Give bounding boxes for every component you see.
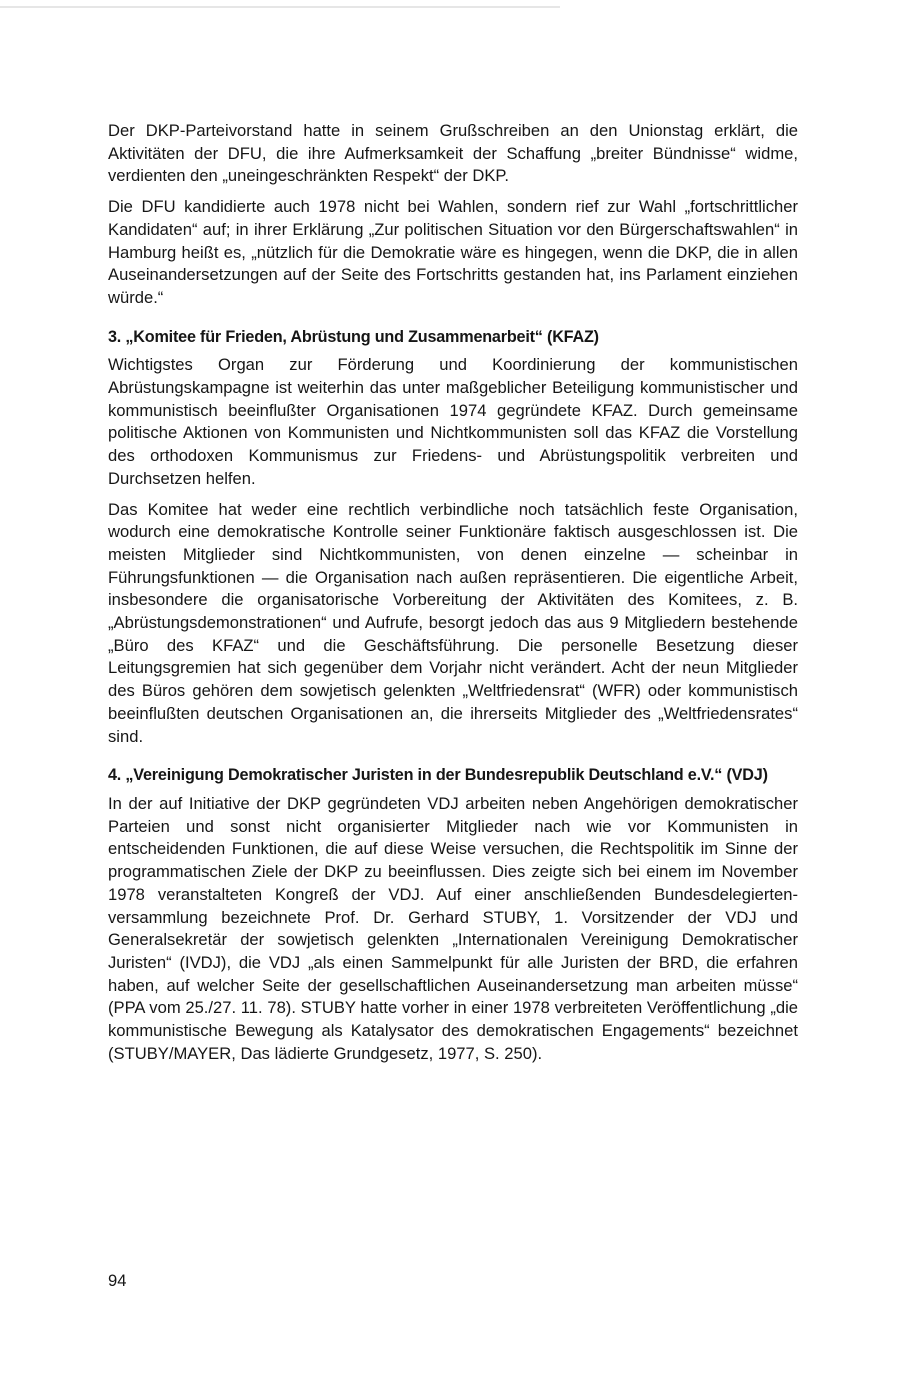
paragraph-vdj: In der auf Initiative der DKP gegründeten VDJ arbeiten neben Angehörigen demokratischer Parteien und sonst nicht organisierter Mitglieder nach wie vor Kommunisten in entscheidenden Funktionen, die auf diese Weise versuchen, die Rechtspolitik im Sinne der programmatischen Ziele der DKP zu beeinflussen. Dies zeigte sich bei einem im November 1978 veranstalteten Kongreß der VDJ. Auf einer anschließenden Bundesdelegiertenversammlung bezeichnete Prof. Dr. Gerhard STUBY, 1. Vorsitzender der VDJ und Generalsekretär der sowjetisch gelenkten „Internationalen Vereinigung Demokratischer Juristen“ (IVDJ), die VDJ „als einen Sammelpunkt für alle Juristen der BRD, die erfahren haben, auf welcher Seite der gesellschaftlichen Auseinandersetzung man arbeiten müsse“ (PPA vom 25./27. 11. 78). STUBY hatte vorher in einer 1978 verbreiteten Veröffentlichung „die kommunistische Bewegung als Katalysator des demokratischen Engagements“ bezeichnet (STUBY/MAYER, Das lädierte Grundgesetz, 1977, S. 250). (108, 793, 798, 1063)
paragraph-dfu-wahlen: Die DFU kandidierte auch 1978 nicht bei Wahlen, sondern rief zur Wahl „fortschrittlicher Kandidaten“ auf; in ihrer Erklärung „Zur politischen Situation vor den Bürgerschaftswahlen“ in Hamburg heißt es, „nützlich für die Demokratie wäre es hingegen, wenn die DKP, die in allen Auseinandersetzungen auf der Seite des Fortschritts gestanden hat, ins Parlament einziehen würde.“ (108, 197, 798, 307)
paragraph-dkp-grussschreiben: Der DKP-Parteivorstand hatte in seinem Grußschreiben an den Unionstag erklärt, die Aktivitäten der DFU, die ihre Aufmerksamkeit der Schaffung „breiter Bündnisse“ widme, verdienten den „uneingeschränkten Respekt“ der DKP. (108, 121, 798, 186)
paragraph-kfaz-organ: Wichtigstes Organ zur Förderung und Koordinierung der kommunistischen Abrüstungskampagne ist weiterhin das unter maßgeblicher Beteiligung kommunistischer und kommunistisch beeinflußter Organisationen 1974 gegründete KFAZ. Durch gemeinsame politische Aktionen von Kommunisten und Nichtkommunisten soll das KFAZ die Vorstellung des orthodoxen Kommunismus zur Friedens- und Abrüstungspolitik verbreiten und Durchsetzen helfen. (108, 355, 798, 488)
document-body (108, 120, 798, 1073)
top-edge-rule (0, 6, 560, 8)
page-number: 94 (108, 1271, 127, 1290)
heading-vdj: 4. „Vereinigung Demokratischer Juristen in der Bundesrepublik Deutschland e.V.“ (VDJ) (108, 766, 768, 785)
paragraph-kfaz-komitee: Das Komitee hat weder eine rechtlich verbindliche noch tatsächlich feste Organisation, wodurch eine demokratische Kontrolle seiner Funktionäre faktisch ausgeschlossen ist. Die meisten Mitglieder sind Nichtkommunisten, von denen einzelne — scheinbar in Führungsfunktionen — die Organisation nach außen repräsentieren. Die eigentliche Arbeit, insbesondere die organisatorische Vorbereitung der Aktivitäten des Komitees, z. B. „Abrüstungsdemonstrationen“ und Aufrufe, besorgt jedoch das aus 9 Mitgliedern bestehende „Büro des KFAZ“ und die Geschäftsführung. Die personelle Besetzung dieser Leitungsgremien hat sich gegenüber dem Vorjahr nicht verändert. Acht der neun Mitglieder des Büros gehören dem sowjetisch gelenkten „Weltfriedensrat“ (WFR) oder kommunistisch beeinflußten deutschen Organisationen an, die ihrerseits Mitglieder des „Weltfriedensrates“ sind. (108, 499, 798, 746)
heading-kfaz: 3. „Komitee für Frieden, Abrüstung und Zusammenarbeit“ (KFAZ) (108, 327, 599, 346)
